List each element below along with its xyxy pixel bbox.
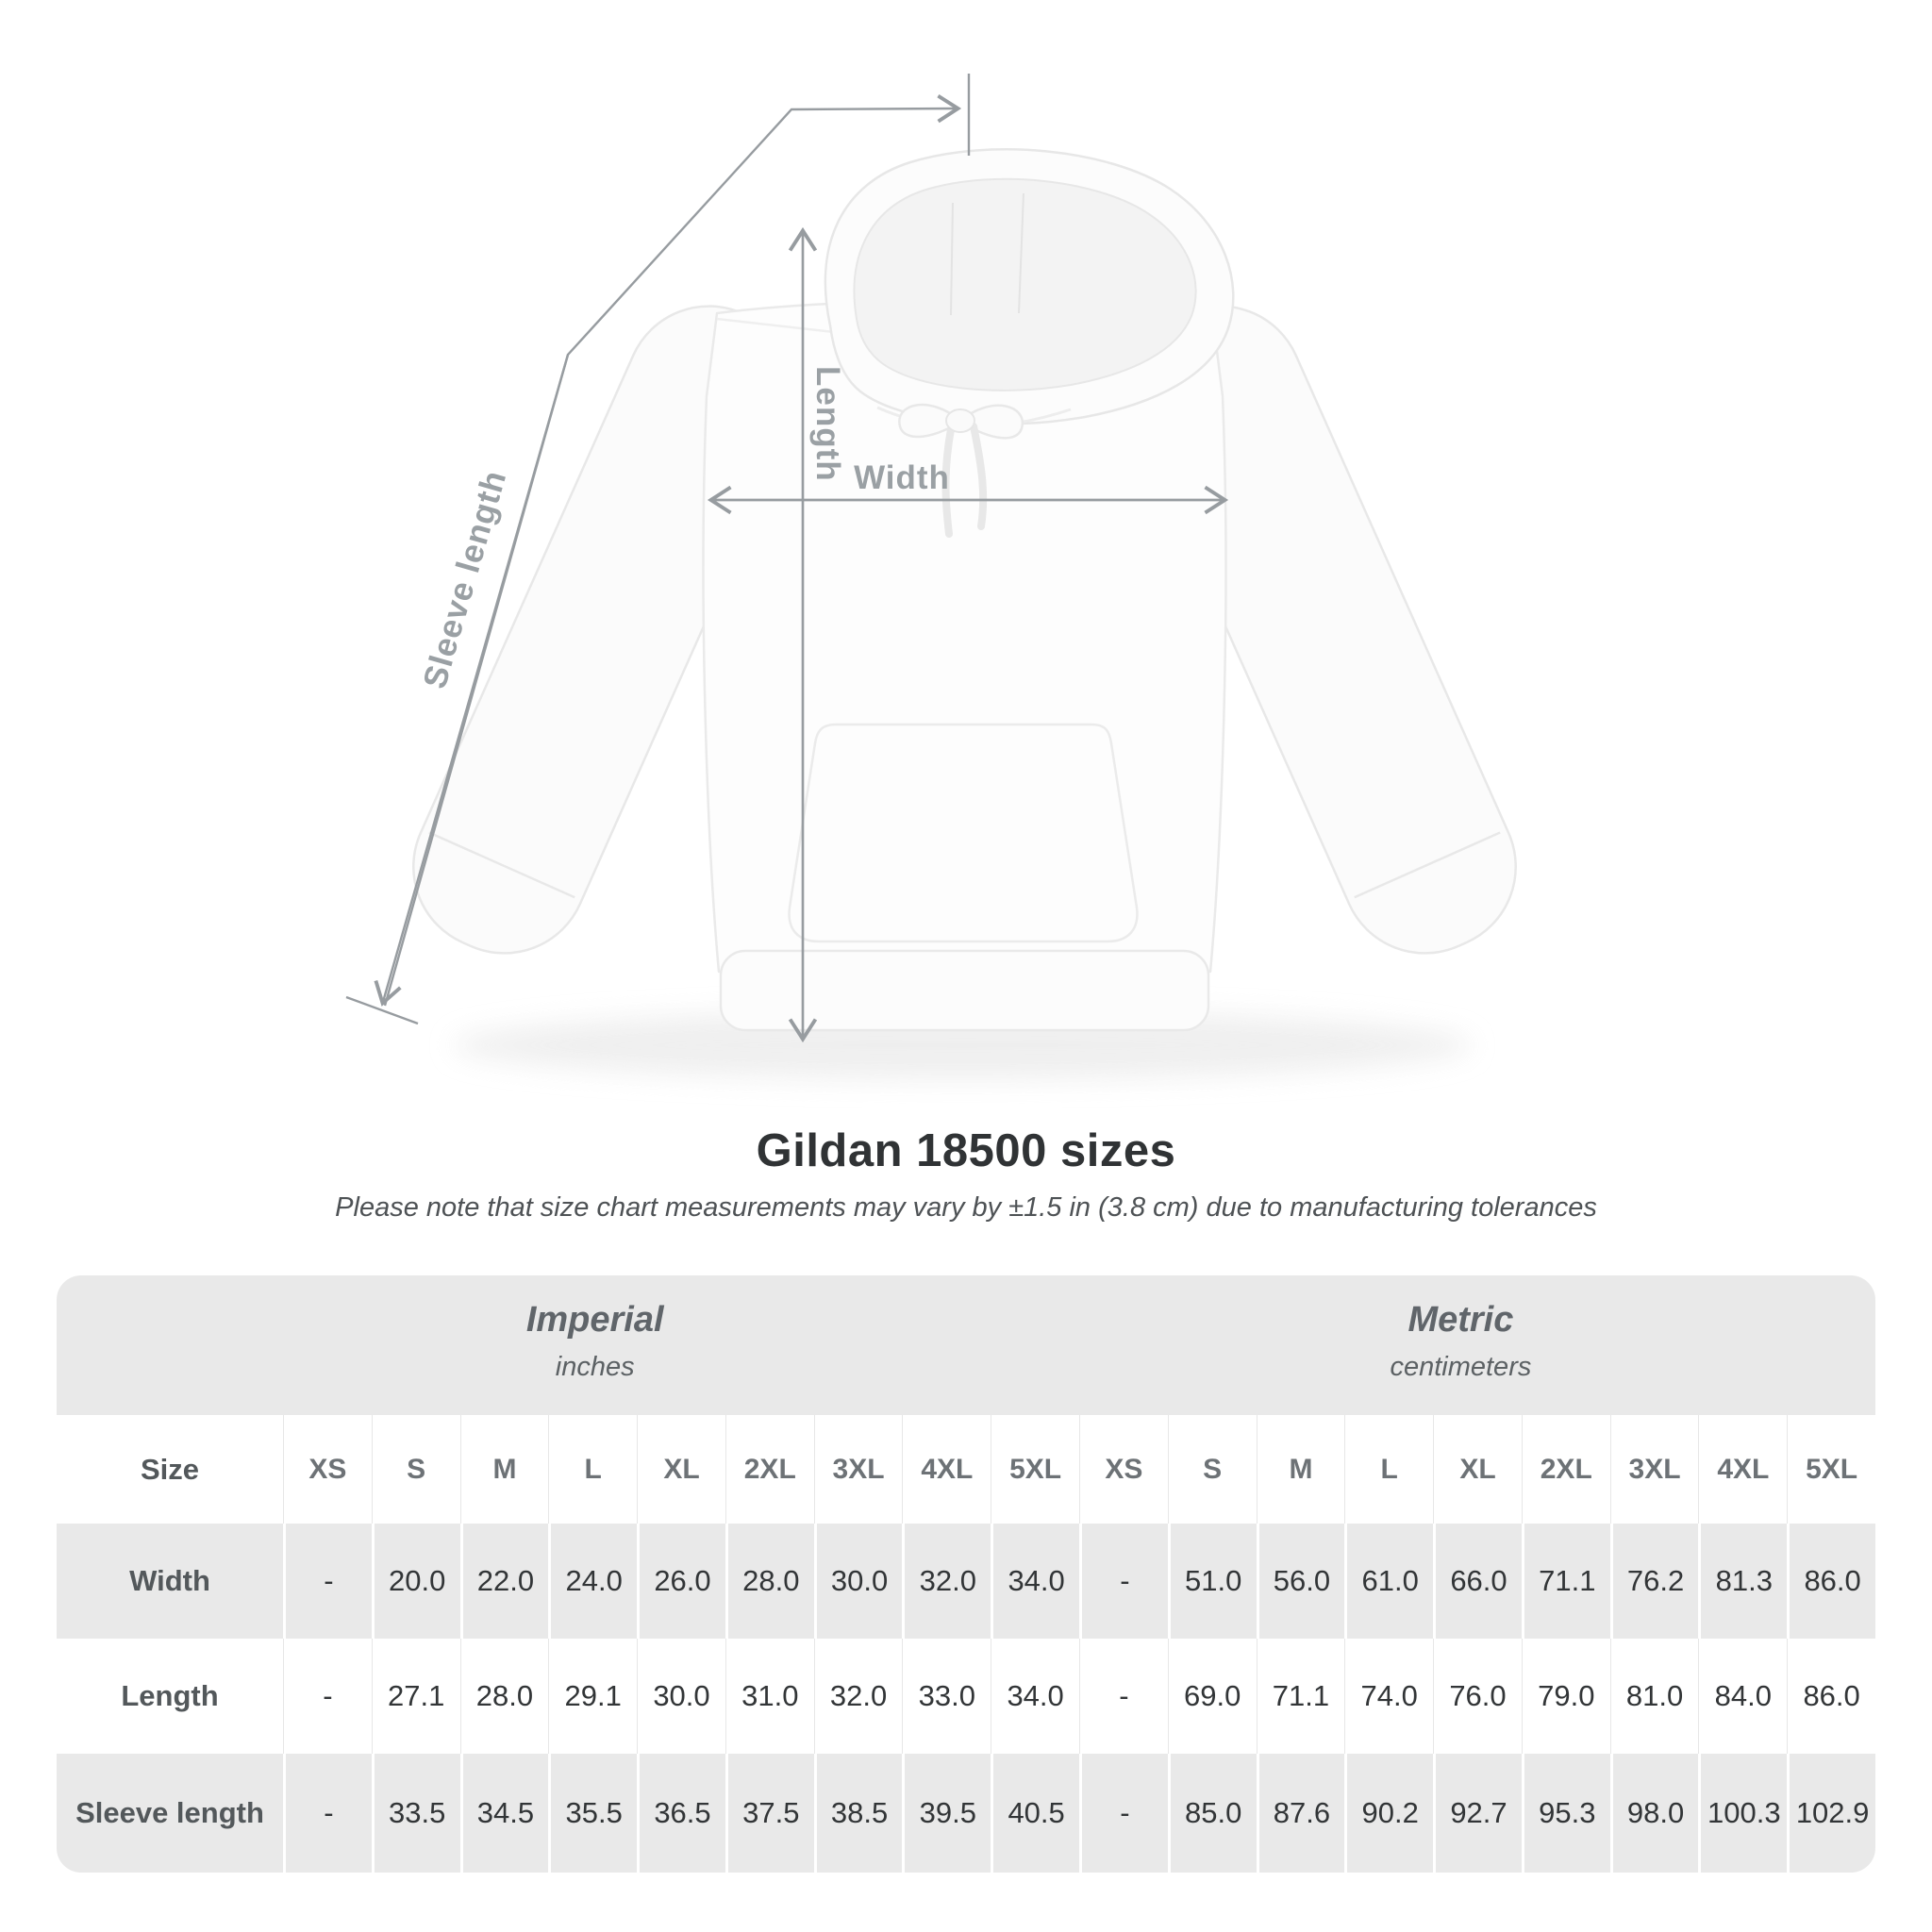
table-cell: 98.0 xyxy=(1610,1754,1699,1873)
table-cell: 71.1 xyxy=(1257,1639,1345,1754)
col-header-metric-5xl: 5XL xyxy=(1787,1415,1875,1524)
table-cell: 74.0 xyxy=(1344,1639,1433,1754)
hoodie-illustration xyxy=(387,149,1542,1030)
metric-unit-group xyxy=(1390,1300,1531,1383)
table-cell: 34.0 xyxy=(991,1639,1079,1754)
table-row-length xyxy=(57,1639,1875,1754)
table-cell: 51.0 xyxy=(1168,1524,1257,1639)
table-cell: 27.1 xyxy=(372,1639,460,1754)
table-cell: 29.1 xyxy=(548,1639,637,1754)
imperial-label: Imperial xyxy=(525,1300,664,1340)
table-cell: 28.0 xyxy=(725,1524,814,1639)
row-label: Sleeve length xyxy=(57,1754,283,1873)
table-cell: 76.2 xyxy=(1610,1524,1699,1639)
table-cell: 36.5 xyxy=(637,1754,725,1873)
table-cell: - xyxy=(283,1524,372,1639)
size-table-rows xyxy=(57,1415,1875,1873)
table-cell: 81.0 xyxy=(1610,1639,1699,1754)
table-row-width xyxy=(57,1524,1875,1639)
table-cell: 28.0 xyxy=(460,1639,549,1754)
table-cell: 20.0 xyxy=(372,1524,460,1639)
size-header-cell: Size xyxy=(57,1415,283,1524)
table-cell: 24.0 xyxy=(548,1524,637,1639)
table-cell: 87.6 xyxy=(1257,1754,1345,1873)
table-cell: 56.0 xyxy=(1257,1524,1345,1639)
table-cell: 86.0 xyxy=(1787,1524,1875,1639)
table-cell: 71.1 xyxy=(1522,1524,1610,1639)
table-cell: 100.3 xyxy=(1698,1754,1787,1873)
table-cell: 33.5 xyxy=(372,1754,460,1873)
table-cell: 35.5 xyxy=(548,1754,637,1873)
table-cell: 84.0 xyxy=(1698,1639,1787,1754)
width-label: Width xyxy=(854,459,950,496)
table-cell: 81.3 xyxy=(1698,1524,1787,1639)
table-cell: 26.0 xyxy=(637,1524,725,1639)
col-header-metric-xs: XS xyxy=(1079,1415,1168,1524)
table-cell: - xyxy=(283,1754,372,1873)
page-subtitle: Please note that size chart measurements may vary by ±1.5 in (3.8 cm) due to manufacturing tolerances xyxy=(335,1192,1597,1223)
table-cell: 90.2 xyxy=(1344,1754,1433,1873)
table-cell: 30.0 xyxy=(637,1639,725,1754)
table-cell: 102.9 xyxy=(1787,1754,1875,1873)
table-cell: - xyxy=(1079,1524,1168,1639)
col-header-metric-xl: XL xyxy=(1433,1415,1522,1524)
col-header-metric-s: S xyxy=(1168,1415,1257,1524)
table-cell: 85.0 xyxy=(1168,1754,1257,1873)
row-label: Length xyxy=(57,1639,283,1754)
table-cell: 69.0 xyxy=(1168,1639,1257,1754)
col-header-imperial-s: S xyxy=(372,1415,460,1524)
table-cell: 86.0 xyxy=(1787,1639,1875,1754)
col-header-imperial-xs: XS xyxy=(283,1415,372,1524)
table-cell: 32.0 xyxy=(814,1639,903,1754)
col-header-imperial-xl: XL xyxy=(637,1415,725,1524)
table-cell: 95.3 xyxy=(1522,1754,1610,1873)
metric-label: Metric xyxy=(1407,1300,1514,1340)
table-cell: 66.0 xyxy=(1433,1524,1522,1639)
unit-header-band xyxy=(57,1275,1875,1415)
table-cell: 39.5 xyxy=(902,1754,991,1873)
table-cell: - xyxy=(1079,1754,1168,1873)
hoodie-hem-band xyxy=(721,951,1208,1030)
col-header-imperial-4xl: 4XL xyxy=(902,1415,991,1524)
table-cell: 76.0 xyxy=(1433,1639,1522,1754)
table-cell: 33.0 xyxy=(902,1639,991,1754)
title-block xyxy=(0,1124,1932,1224)
table-cell: 32.0 xyxy=(902,1524,991,1639)
col-header-imperial-2xl: 2XL xyxy=(725,1415,814,1524)
table-cell: 38.5 xyxy=(814,1754,903,1873)
col-header-imperial-5xl: 5XL xyxy=(991,1415,1079,1524)
col-header-metric-m: M xyxy=(1257,1415,1345,1524)
table-cell: 22.0 xyxy=(460,1524,549,1639)
table-cell: - xyxy=(283,1639,372,1754)
length-label: Length xyxy=(809,366,846,482)
table-cell: - xyxy=(1079,1639,1168,1754)
table-cell: 30.0 xyxy=(814,1524,903,1639)
table-cell: 40.5 xyxy=(991,1754,1079,1873)
table-cell: 34.0 xyxy=(991,1524,1079,1639)
table-cell: 61.0 xyxy=(1344,1524,1433,1639)
table-cell: 37.5 xyxy=(725,1754,814,1873)
col-header-metric-4xl: 4XL xyxy=(1698,1415,1787,1524)
page-title: Gildan 18500 sizes xyxy=(756,1125,1176,1176)
table-cell: 34.5 xyxy=(460,1754,549,1873)
col-header-metric-l: L xyxy=(1344,1415,1433,1524)
row-label: Width xyxy=(57,1524,283,1639)
table-header-row xyxy=(57,1415,1875,1524)
hoodie-pocket xyxy=(790,724,1138,941)
table-cell: 92.7 xyxy=(1433,1754,1522,1873)
table-cell: 31.0 xyxy=(725,1639,814,1754)
col-header-imperial-m: M xyxy=(460,1415,549,1524)
imperial-sublabel: inches xyxy=(555,1352,635,1382)
imperial-unit-group xyxy=(526,1300,664,1383)
hoodie-hood-interior xyxy=(854,179,1195,391)
sleeve-length-label: Sleeve length xyxy=(416,466,514,693)
table-row-sleeve-length xyxy=(57,1754,1875,1873)
table-cell: 79.0 xyxy=(1522,1639,1610,1754)
size-table xyxy=(57,1275,1875,1873)
metric-sublabel: centimeters xyxy=(1390,1352,1532,1382)
col-header-imperial-3xl: 3XL xyxy=(814,1415,903,1524)
col-header-metric-3xl: 3XL xyxy=(1610,1415,1699,1524)
col-header-metric-2xl: 2XL xyxy=(1522,1415,1610,1524)
col-header-imperial-l: L xyxy=(548,1415,637,1524)
